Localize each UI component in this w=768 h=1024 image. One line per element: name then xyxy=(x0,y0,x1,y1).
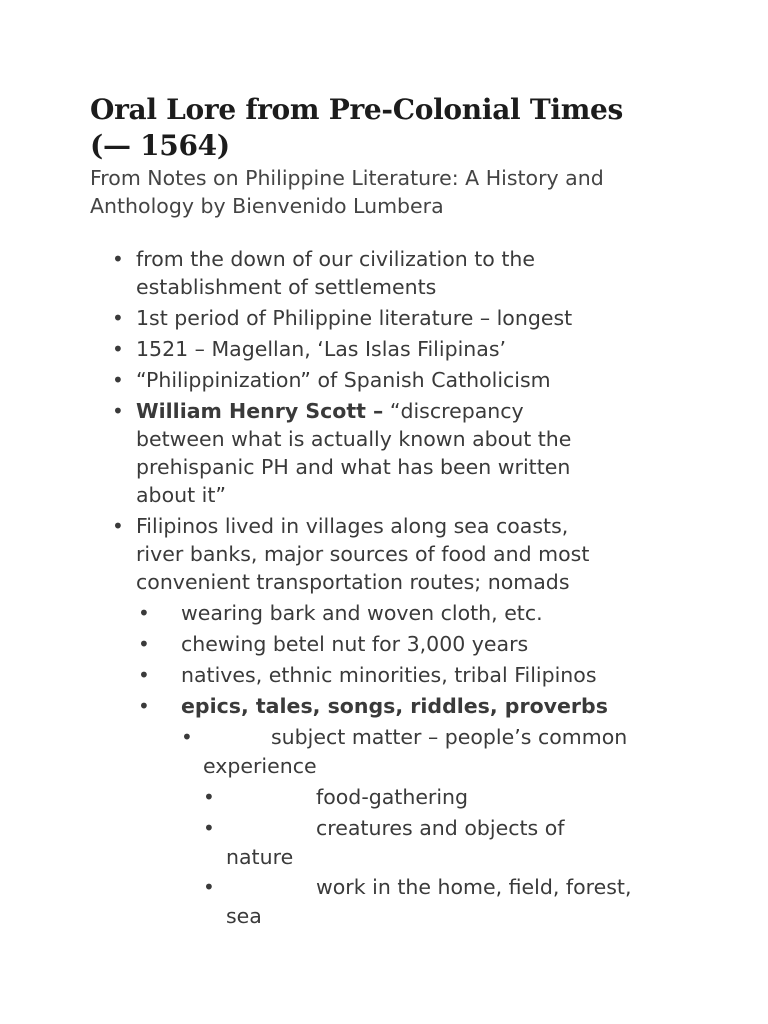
bullet-icon: • xyxy=(112,399,124,423)
bullet-icon: • xyxy=(203,875,215,899)
list-item-1-line-2: establishment of settlements xyxy=(136,275,437,299)
list-item-2: 1st period of Philippine literature – longest xyxy=(136,306,573,330)
bullet-icon: • xyxy=(112,514,124,538)
list-item-5-bold-lead: William Henry Scott – xyxy=(136,399,384,423)
list-item-6-line-2: river banks, major sources of food and most xyxy=(136,542,590,566)
sub-item-4: epics, tales, songs, riddles, proverbs xyxy=(181,694,608,718)
subtitle-line-2: Anthology by Bienvenido Lumbera xyxy=(90,194,444,218)
bullet-icon: • xyxy=(112,247,124,271)
list-item-6-line-3: convenient transportation routes; nomads xyxy=(136,570,570,594)
sub-sub-sub-item-3-line-2: sea xyxy=(226,904,262,928)
bullet-icon: • xyxy=(112,306,124,330)
bullet-icon: • xyxy=(138,694,150,718)
sub-item-1: wearing bark and woven cloth, etc. xyxy=(181,601,543,625)
subtitle-line-1: From Notes on Philippine Literature: A History and xyxy=(90,166,604,190)
bullet-icon: • xyxy=(112,337,124,361)
title-line-1: Oral Lore from Pre-Colonial Times xyxy=(90,93,624,126)
sub-sub-item-line-1: subject matter – people’s common xyxy=(271,725,628,749)
list-item-5-line-2: between what is actually known about the xyxy=(136,427,572,451)
list-item-5-line-1 xyxy=(136,397,524,425)
title-line-2: (— 1564) xyxy=(90,129,230,162)
list-item-3: 1521 – Magellan, ‘Las Islas Filipinas’ xyxy=(136,337,507,361)
list-item-5-line-4: about it” xyxy=(136,483,227,507)
page-subtitle xyxy=(90,164,710,220)
bullet-icon: • xyxy=(203,785,215,809)
list-item-4: “Philippinization” of Spanish Catholicism xyxy=(136,368,551,392)
sub-sub-sub-item-3-line-1: work in the home, field, forest, xyxy=(316,875,632,899)
bullet-icon: • xyxy=(138,632,150,656)
bullet-icon: • xyxy=(112,368,124,392)
bullet-icon: • xyxy=(138,601,150,625)
list-item-1-line-1: from the down of our civilization to the xyxy=(136,247,535,271)
bullet-icon: • xyxy=(203,816,215,840)
sub-sub-item-line-2: experience xyxy=(203,754,317,778)
list-item-5-line-3: prehispanic PH and what has been written xyxy=(136,455,571,479)
page-title xyxy=(90,92,730,164)
sub-sub-sub-item-1: food-gathering xyxy=(316,785,469,809)
sub-sub-sub-item-2-line-1: creatures and objects of xyxy=(316,816,565,840)
list-item-5-line-1-text: “discrepancy xyxy=(389,399,524,423)
sub-sub-sub-item-2-line-2: nature xyxy=(226,845,294,869)
sub-item-3: natives, ethnic minorities, tribal Filipinos xyxy=(181,663,597,687)
list-item-6-line-1: Filipinos lived in villages along sea coasts, xyxy=(136,514,569,538)
bullet-icon: • xyxy=(138,663,150,687)
sub-item-2: chewing betel nut for 3,000 years xyxy=(181,632,529,656)
bullet-icon: • xyxy=(181,725,193,749)
